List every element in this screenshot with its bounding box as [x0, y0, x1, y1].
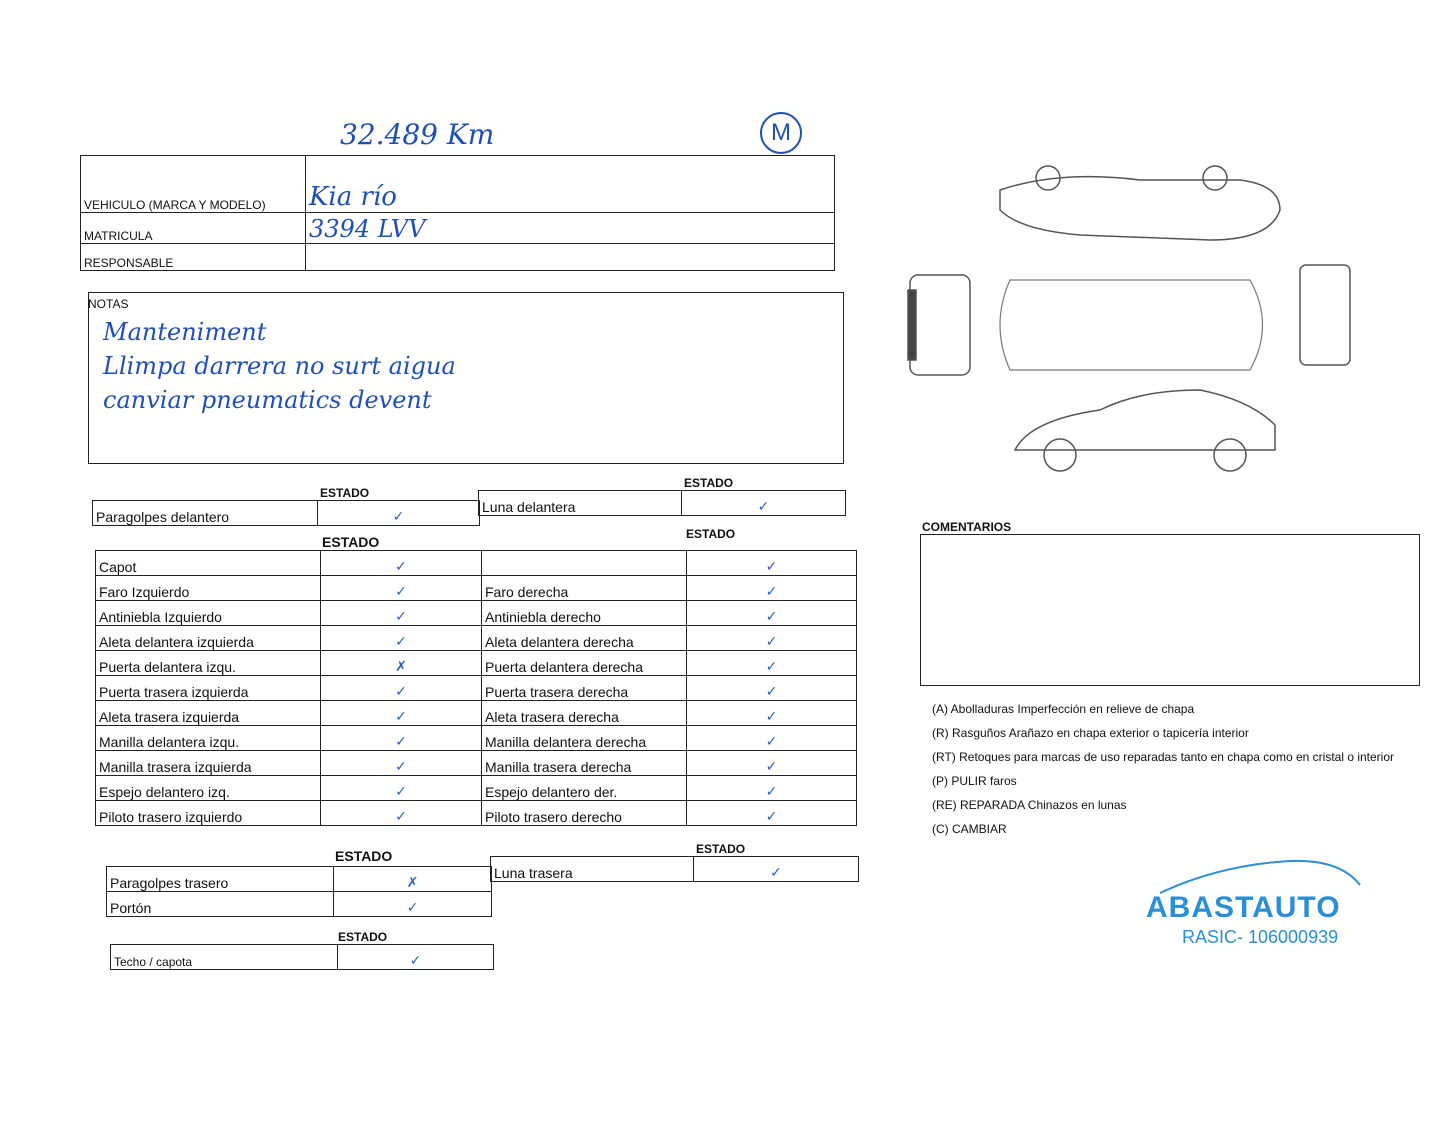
right-item-label: Manilla trasera derecha — [482, 751, 687, 776]
left-item-mark: ✓ — [321, 801, 482, 826]
rear-item-bumper: Paragolpes trasero — [107, 867, 334, 892]
responsible-value — [306, 244, 835, 271]
car-plan-view-icon — [1000, 280, 1263, 370]
right-item-mark: ✓ — [687, 676, 857, 701]
left-item-mark: ✓ — [321, 601, 482, 626]
right-item-label — [482, 551, 687, 576]
table-row — [96, 676, 857, 701]
rear-item-tailgate: Portón — [107, 892, 334, 917]
right-item-mark: ✓ — [687, 751, 857, 776]
estado-header-main-right: ESTADO — [686, 527, 736, 541]
legend-item: (P) PULIR faros — [932, 774, 1017, 788]
front-right-item: Luna delantera — [479, 491, 682, 516]
left-item-label: Aleta trasera izquierda — [96, 701, 321, 726]
front-right-table — [478, 490, 846, 516]
right-item-mark: ✓ — [687, 801, 857, 826]
left-item-label: Aleta delantera izquierda — [96, 626, 321, 651]
right-item-mark: ✓ — [687, 551, 857, 576]
table-row — [96, 751, 857, 776]
table-row — [96, 651, 857, 676]
rear-left-table — [106, 866, 492, 917]
car-side-view-icon — [1015, 390, 1275, 471]
left-item-label: Manilla trasera izquierda — [96, 751, 321, 776]
roof-mark: ✓ — [338, 945, 494, 970]
right-item-label: Puerta trasera derecha — [482, 676, 687, 701]
left-item-mark: ✓ — [321, 726, 482, 751]
vehicle-value: Kia río — [306, 156, 835, 213]
front-left-item: Paragolpes delantero — [93, 501, 318, 526]
legend-item: (RT) Retoques para marcas de uso reparadas tanto en chapa como en cristal o interior — [932, 750, 1395, 764]
left-item-label: Faro Izquierdo — [96, 576, 321, 601]
car-top-view-icon — [1000, 166, 1280, 240]
left-item-label: Capot — [96, 551, 321, 576]
right-item-label: Espejo delantero der. — [482, 776, 687, 801]
table-row — [96, 551, 857, 576]
car-swoosh-icon — [1140, 855, 1370, 895]
comments-label: COMENTARIOS — [922, 520, 1012, 534]
left-item-label: Piloto trasero izquierdo — [96, 801, 321, 826]
rear-right-table — [490, 856, 859, 882]
right-item-label: Aleta trasera derecha — [482, 701, 687, 726]
roof-item: Techo / capota — [111, 945, 338, 970]
left-item-mark: ✓ — [321, 701, 482, 726]
circle-mark: M — [760, 112, 802, 154]
vehicle-label: VEHICULO (MARCA Y MODELO) — [81, 156, 306, 213]
left-item-label: Puerta trasera izquierda — [96, 676, 321, 701]
left-item-label: Antiniebla Izquierdo — [96, 601, 321, 626]
left-item-mark: ✓ — [321, 551, 482, 576]
right-item-label: Faro derecha — [482, 576, 687, 601]
left-item-label: Puerta delantera izqu. — [96, 651, 321, 676]
table-row — [96, 801, 857, 826]
right-item-label: Puerta delantera derecha — [482, 651, 687, 676]
rear-mark-bumper: ✗ — [334, 867, 492, 892]
estado-header-main-left: ESTADO — [322, 534, 380, 550]
legend — [932, 702, 1394, 846]
notes-label: NOTAS — [88, 297, 129, 311]
legend-item: (A) Abolladuras Imperfección en relieve de chapa — [932, 702, 1195, 716]
rear-right-mark: ✓ — [694, 857, 859, 882]
car-rear-view-icon — [1300, 265, 1350, 365]
estado-header-rear-left: ESTADO — [335, 848, 393, 864]
notes-line-3: canviar pneumatics devent — [103, 386, 432, 414]
front-right-mark: ✓ — [682, 491, 846, 516]
right-item-mark: ✓ — [687, 576, 857, 601]
table-row — [96, 776, 857, 801]
front-left-mark: ✓ — [318, 501, 480, 526]
car-diagram — [880, 150, 1390, 485]
right-item-mark: ✓ — [687, 601, 857, 626]
legend-item: (RE) REPARADA Chinazos en lunas — [932, 798, 1127, 812]
notes-line-1: Manteniment — [103, 318, 267, 346]
stamp-brand: ABASTAUTO — [1146, 891, 1341, 924]
rear-mark-tailgate: ✓ — [334, 892, 492, 917]
legend-item: (C) CAMBIAR — [932, 822, 1007, 836]
left-item-mark: ✗ — [321, 651, 482, 676]
plate-label: MATRICULA — [81, 213, 306, 244]
estado-header-roof: ESTADO — [338, 930, 388, 944]
right-item-label: Manilla delantera derecha — [482, 726, 687, 751]
table-row — [96, 726, 857, 751]
responsible-label: RESPONSABLE — [81, 244, 306, 271]
right-item-mark: ✓ — [687, 776, 857, 801]
km-reading: 32.489 Km — [340, 118, 495, 151]
right-item-mark: ✓ — [687, 701, 857, 726]
table-row — [96, 576, 857, 601]
left-item-label: Manilla delantera izqu. — [96, 726, 321, 751]
front-left-table — [92, 500, 480, 526]
notes-line-2: Llimpa darrera no surt aigua — [103, 352, 456, 380]
estado-header-front-right: ESTADO — [684, 476, 734, 490]
left-item-label: Espejo delantero izq. — [96, 776, 321, 801]
right-item-label: Aleta delantera derecha — [482, 626, 687, 651]
checklist-table — [95, 550, 857, 826]
stamp-rasic: RASIC- 106000939 — [1182, 927, 1339, 947]
notes-box — [88, 292, 844, 464]
table-row — [96, 601, 857, 626]
comments-box — [920, 534, 1420, 686]
roof-table — [110, 944, 494, 970]
right-item-label: Antiniebla derecho — [482, 601, 687, 626]
car-front-view-icon — [908, 275, 970, 375]
right-item-label: Piloto trasero derecho — [482, 801, 687, 826]
right-item-mark: ✓ — [687, 726, 857, 751]
estado-header-front-left: ESTADO — [320, 486, 370, 500]
left-item-mark: ✓ — [321, 776, 482, 801]
legend-item: (R) Rasguños Arañazo en chapa exterior o tapicería interior — [932, 726, 1249, 740]
plate-value: 3394 LVV — [306, 213, 835, 244]
table-row — [96, 626, 857, 651]
rear-right-item: Luna trasera — [491, 857, 694, 882]
vehicle-table — [80, 155, 835, 271]
right-item-mark: ✓ — [687, 651, 857, 676]
right-item-mark: ✓ — [687, 626, 857, 651]
left-item-mark: ✓ — [321, 626, 482, 651]
left-item-mark: ✓ — [321, 751, 482, 776]
abastauto-stamp — [1140, 855, 1370, 955]
left-item-mark: ✓ — [321, 576, 482, 601]
table-row — [96, 701, 857, 726]
estado-header-rear-right: ESTADO — [696, 842, 746, 856]
left-item-mark: ✓ — [321, 676, 482, 701]
